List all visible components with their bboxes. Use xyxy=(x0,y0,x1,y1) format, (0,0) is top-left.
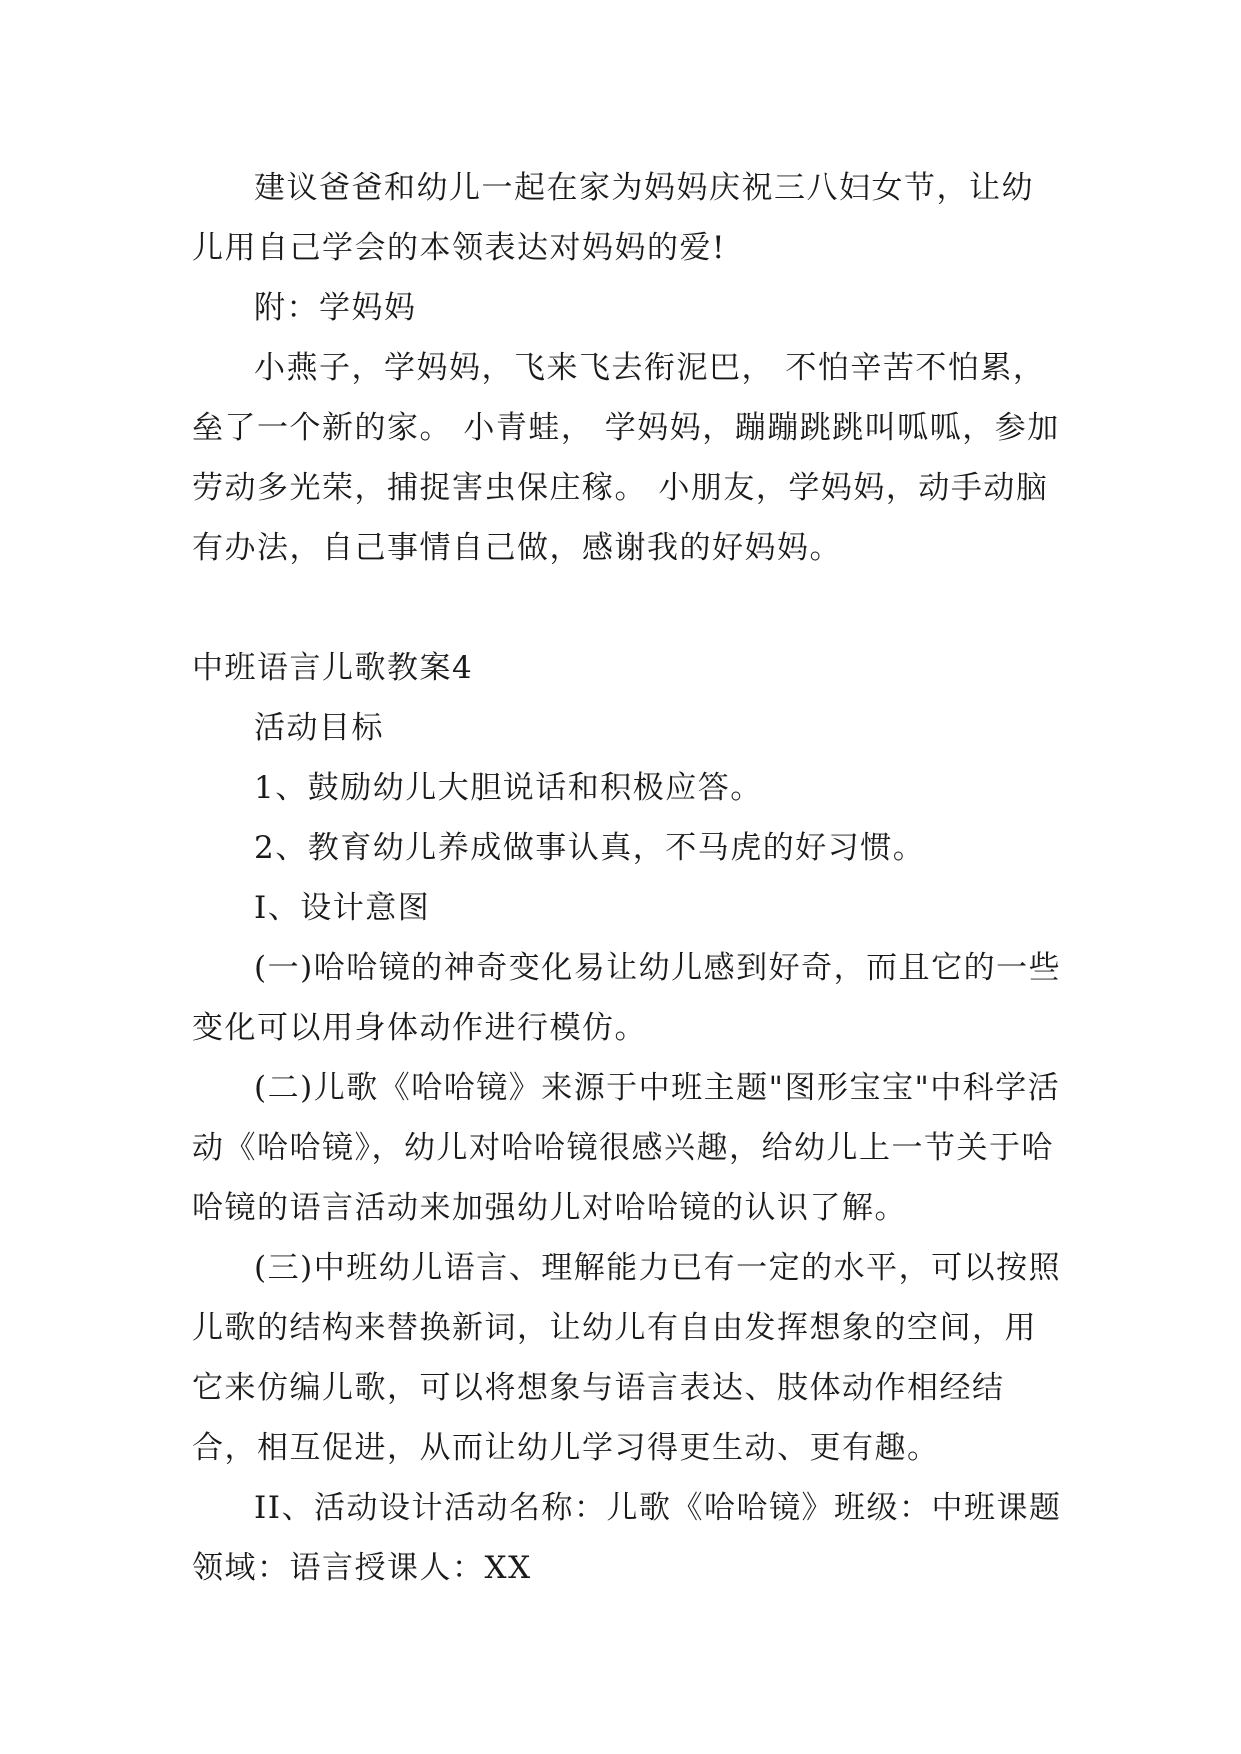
paragraph-poem: 小燕子，学妈妈，飞来飞去衔泥巴， 不怕辛苦不怕累，垒了一个新的家。 小青蛙， 学妈妈，蹦蹦跳跳叫呱呱，参加劳动多光荣，捕捉害虫保庄稼。 小朋友，学妈妈，动手动脑有办法，自己事情自己做，感谢我的好妈妈。 xyxy=(192,350,1060,566)
section-heading: 中班语言儿歌教案4 xyxy=(192,650,474,686)
document-body xyxy=(192,158,1062,1598)
paragraph-celebration-suggestion: 建议爸爸和幼儿一起在家为妈妈庆祝三八妇女节，让幼儿用自己学会的本领表达对妈妈的爱! xyxy=(192,170,1034,266)
paragraph-intent-1: (一)哈哈镜的神奇变化易让幼儿感到好奇，而且它的一些变化可以用身体动作进行模仿。 xyxy=(192,950,1062,1046)
paragraph-design-intent-title: I、设计意图 xyxy=(254,890,431,926)
paragraph-intent-3: (三)中班幼儿语言、理解能力已有一定的水平，可以按照儿歌的结构来替换新词，让幼儿有自由发挥想象的空间，用它来仿编儿歌，可以将想象与语言表达、肢体动作相经结合，相互促进，从而让幼儿学习得更生动、更有趣。 xyxy=(192,1250,1062,1466)
paragraph-goals-title: 活动目标 xyxy=(254,710,384,746)
paragraph-goal-2: 2、教育幼儿养成做事认真，不马虎的好习惯。 xyxy=(254,830,926,866)
paragraph-appendix-title: 附：学妈妈 xyxy=(254,290,417,326)
paragraph-activity-design: II、活动设计活动名称：儿歌《哈哈镜》班级：中班课题领域：语言授课人：XX xyxy=(192,1490,1062,1586)
paragraph-goal-1: 1、鼓励幼儿大胆说话和积极应答。 xyxy=(254,770,763,806)
paragraph-intent-2: (二)儿歌《哈哈镜》来源于中班主题"图形宝宝"中科学活动《哈哈镜》，幼儿对哈哈镜很感兴趣，给幼儿上一节关于哈哈镜的语言活动来加强幼儿对哈哈镜的认识了解。 xyxy=(192,1070,1061,1226)
